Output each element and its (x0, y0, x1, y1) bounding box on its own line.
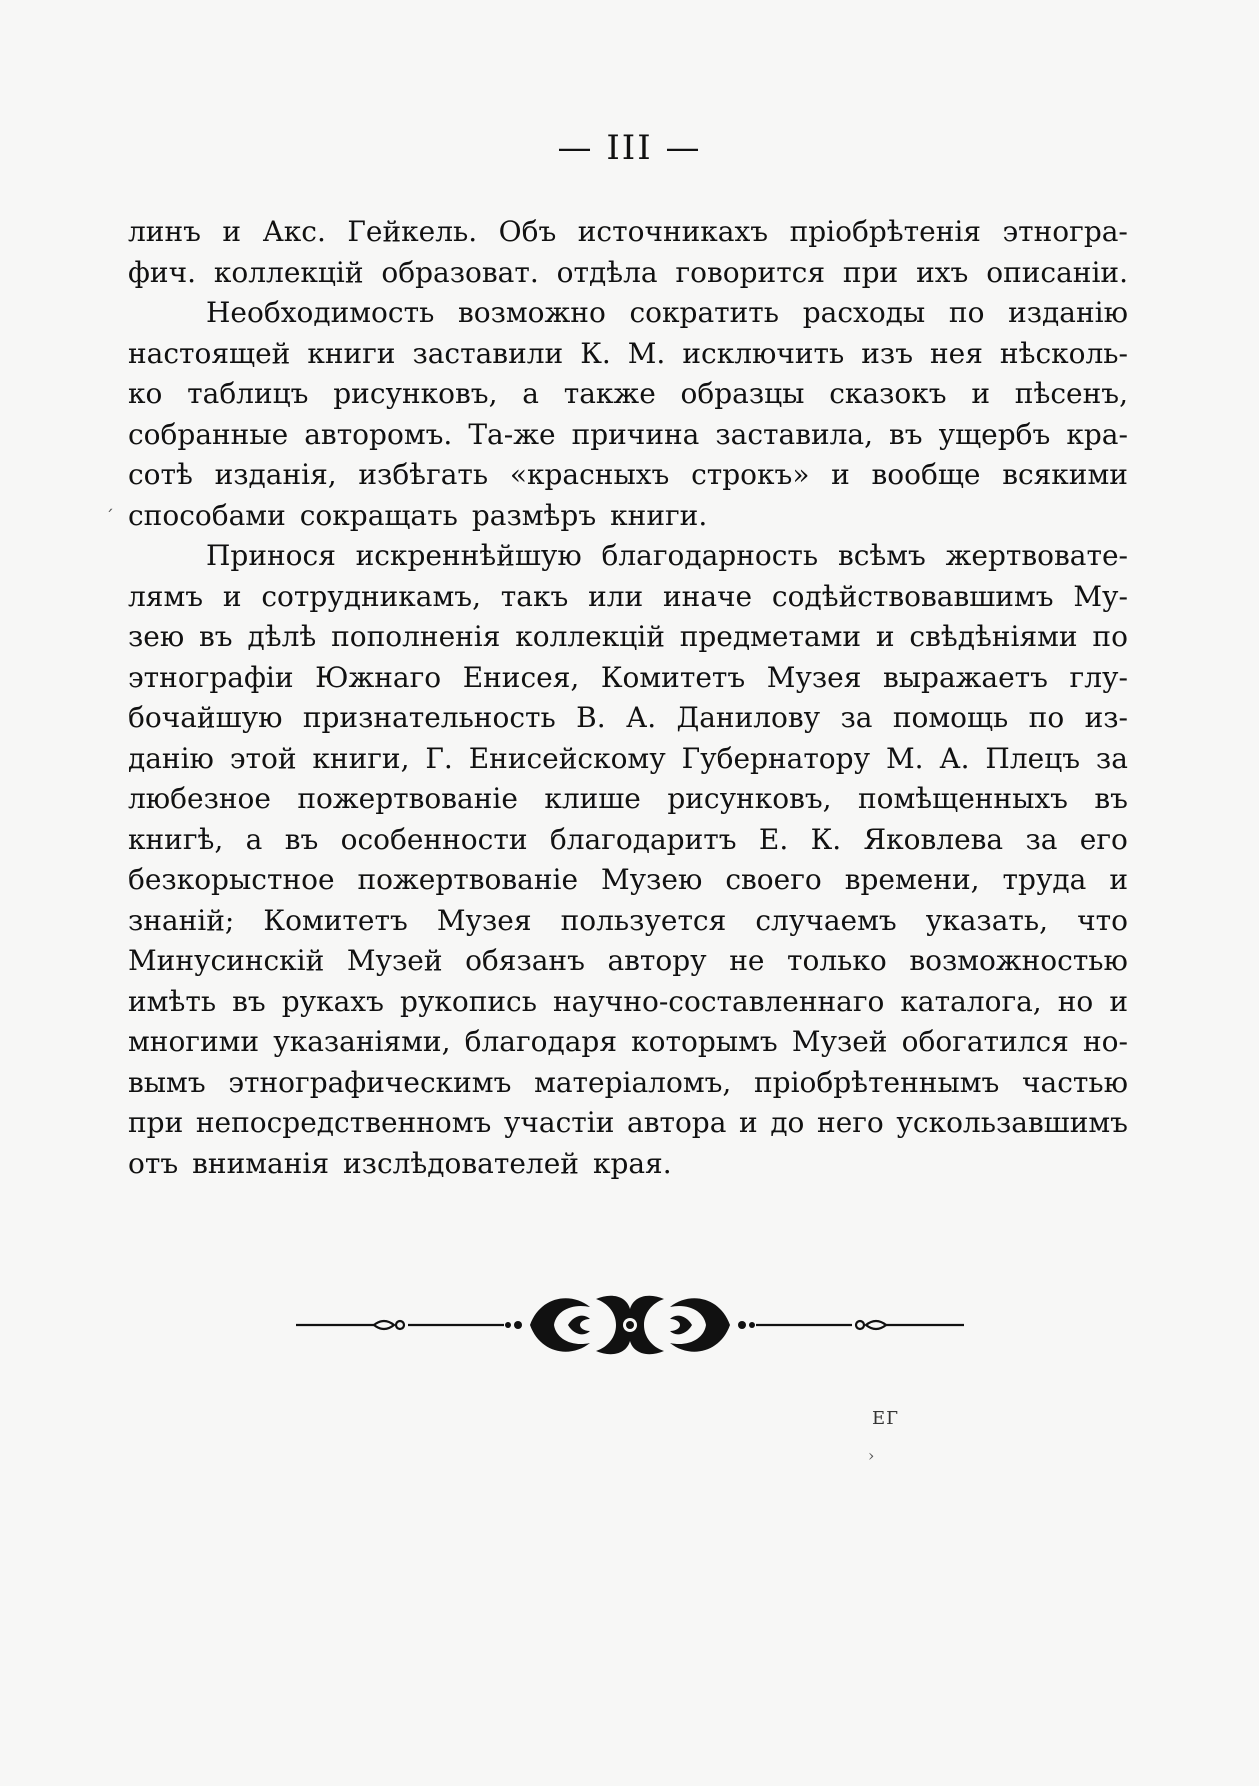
text-line: Минусинскій Музей обязанъ автору не только возможностью (128, 944, 1128, 977)
text-line: знаній; Комитетъ Музея пользуется случаемъ указать, что (128, 903, 1128, 937)
text-line: этнографіи Южнаго Енисея, Комитетъ Музея выражаетъ глу- (128, 660, 1128, 694)
text-line: Необходимость возможно сократить расходы по изданію (206, 296, 1128, 329)
text-line: способами сокращать размѣръ книги. (128, 498, 708, 532)
text-line: любезное пожертвованіе клише рисунковъ, помѣщенныхъ въ (128, 782, 1128, 815)
text-line: данію этой книги, Г. Енисейскому Губернатору М. А. Плецъ за (128, 741, 1128, 775)
text-line: безкорыстное пожертвованіе Музею своего времени, труда и (128, 863, 1128, 896)
text-line: Принося искреннѣйшую благодарность всѣмъ жертвовате- (206, 539, 1128, 572)
text-line: линъ и Акс. Гейкель. Объ источникахъ пріобрѣтенія этногра- (128, 215, 1128, 248)
body-text (128, 212, 1128, 1184)
text-line: ко таблицъ рисунковъ, а также образцы сказокъ и пѣсенъ, (128, 377, 1128, 410)
stray-mark: › (868, 1446, 875, 1465)
text-line: фич. коллекцій образоват. отдѣла говорится при ихъ описаніи. (128, 255, 1128, 289)
stray-mark: ˊ (105, 507, 114, 528)
text-line: зею въ дѣлѣ пополненія коллекцій предметами и свѣдѣніями по (128, 620, 1128, 653)
text-line: многими указаніями, благодаря которымъ Музей обогатился но- (128, 1025, 1128, 1058)
text-line: вымъ этнографическимъ матеріаломъ, пріобрѣтеннымъ частью (128, 1065, 1128, 1099)
text-line: настоящей книги заставили К. М. исключить изъ нея нѣсколь- (128, 336, 1128, 370)
text-line: сотѣ изданія, избѣгать «красныхъ строкъ» и вообще всякими (128, 458, 1128, 491)
text-line: лямъ и сотрудникамъ, такъ или иначе содѣйствовавшимъ Му- (128, 579, 1128, 613)
text-line: отъ вниманія изслѣдователей края. (128, 1146, 672, 1180)
text-line: собранные авторомъ. Та-же причина заставила, въ ущербъ кра- (128, 417, 1128, 451)
floral-ornament-divider-icon (296, 1285, 964, 1365)
marginal-note: ЕГ (872, 1408, 900, 1429)
page-number: — III — (557, 128, 702, 168)
text-line: при непосредственномъ участіи автора и до него ускользавшимъ (128, 1106, 1128, 1139)
text-line: имѣть въ рукахъ рукопись научно-составленнаго каталога, но и (128, 984, 1128, 1018)
text-line: бочайшую признательность В. А. Данилову за помощь по из- (128, 701, 1128, 734)
text-line: книгѣ, а въ особенности благодаритъ Е. К. Яковлева за его (128, 822, 1128, 856)
